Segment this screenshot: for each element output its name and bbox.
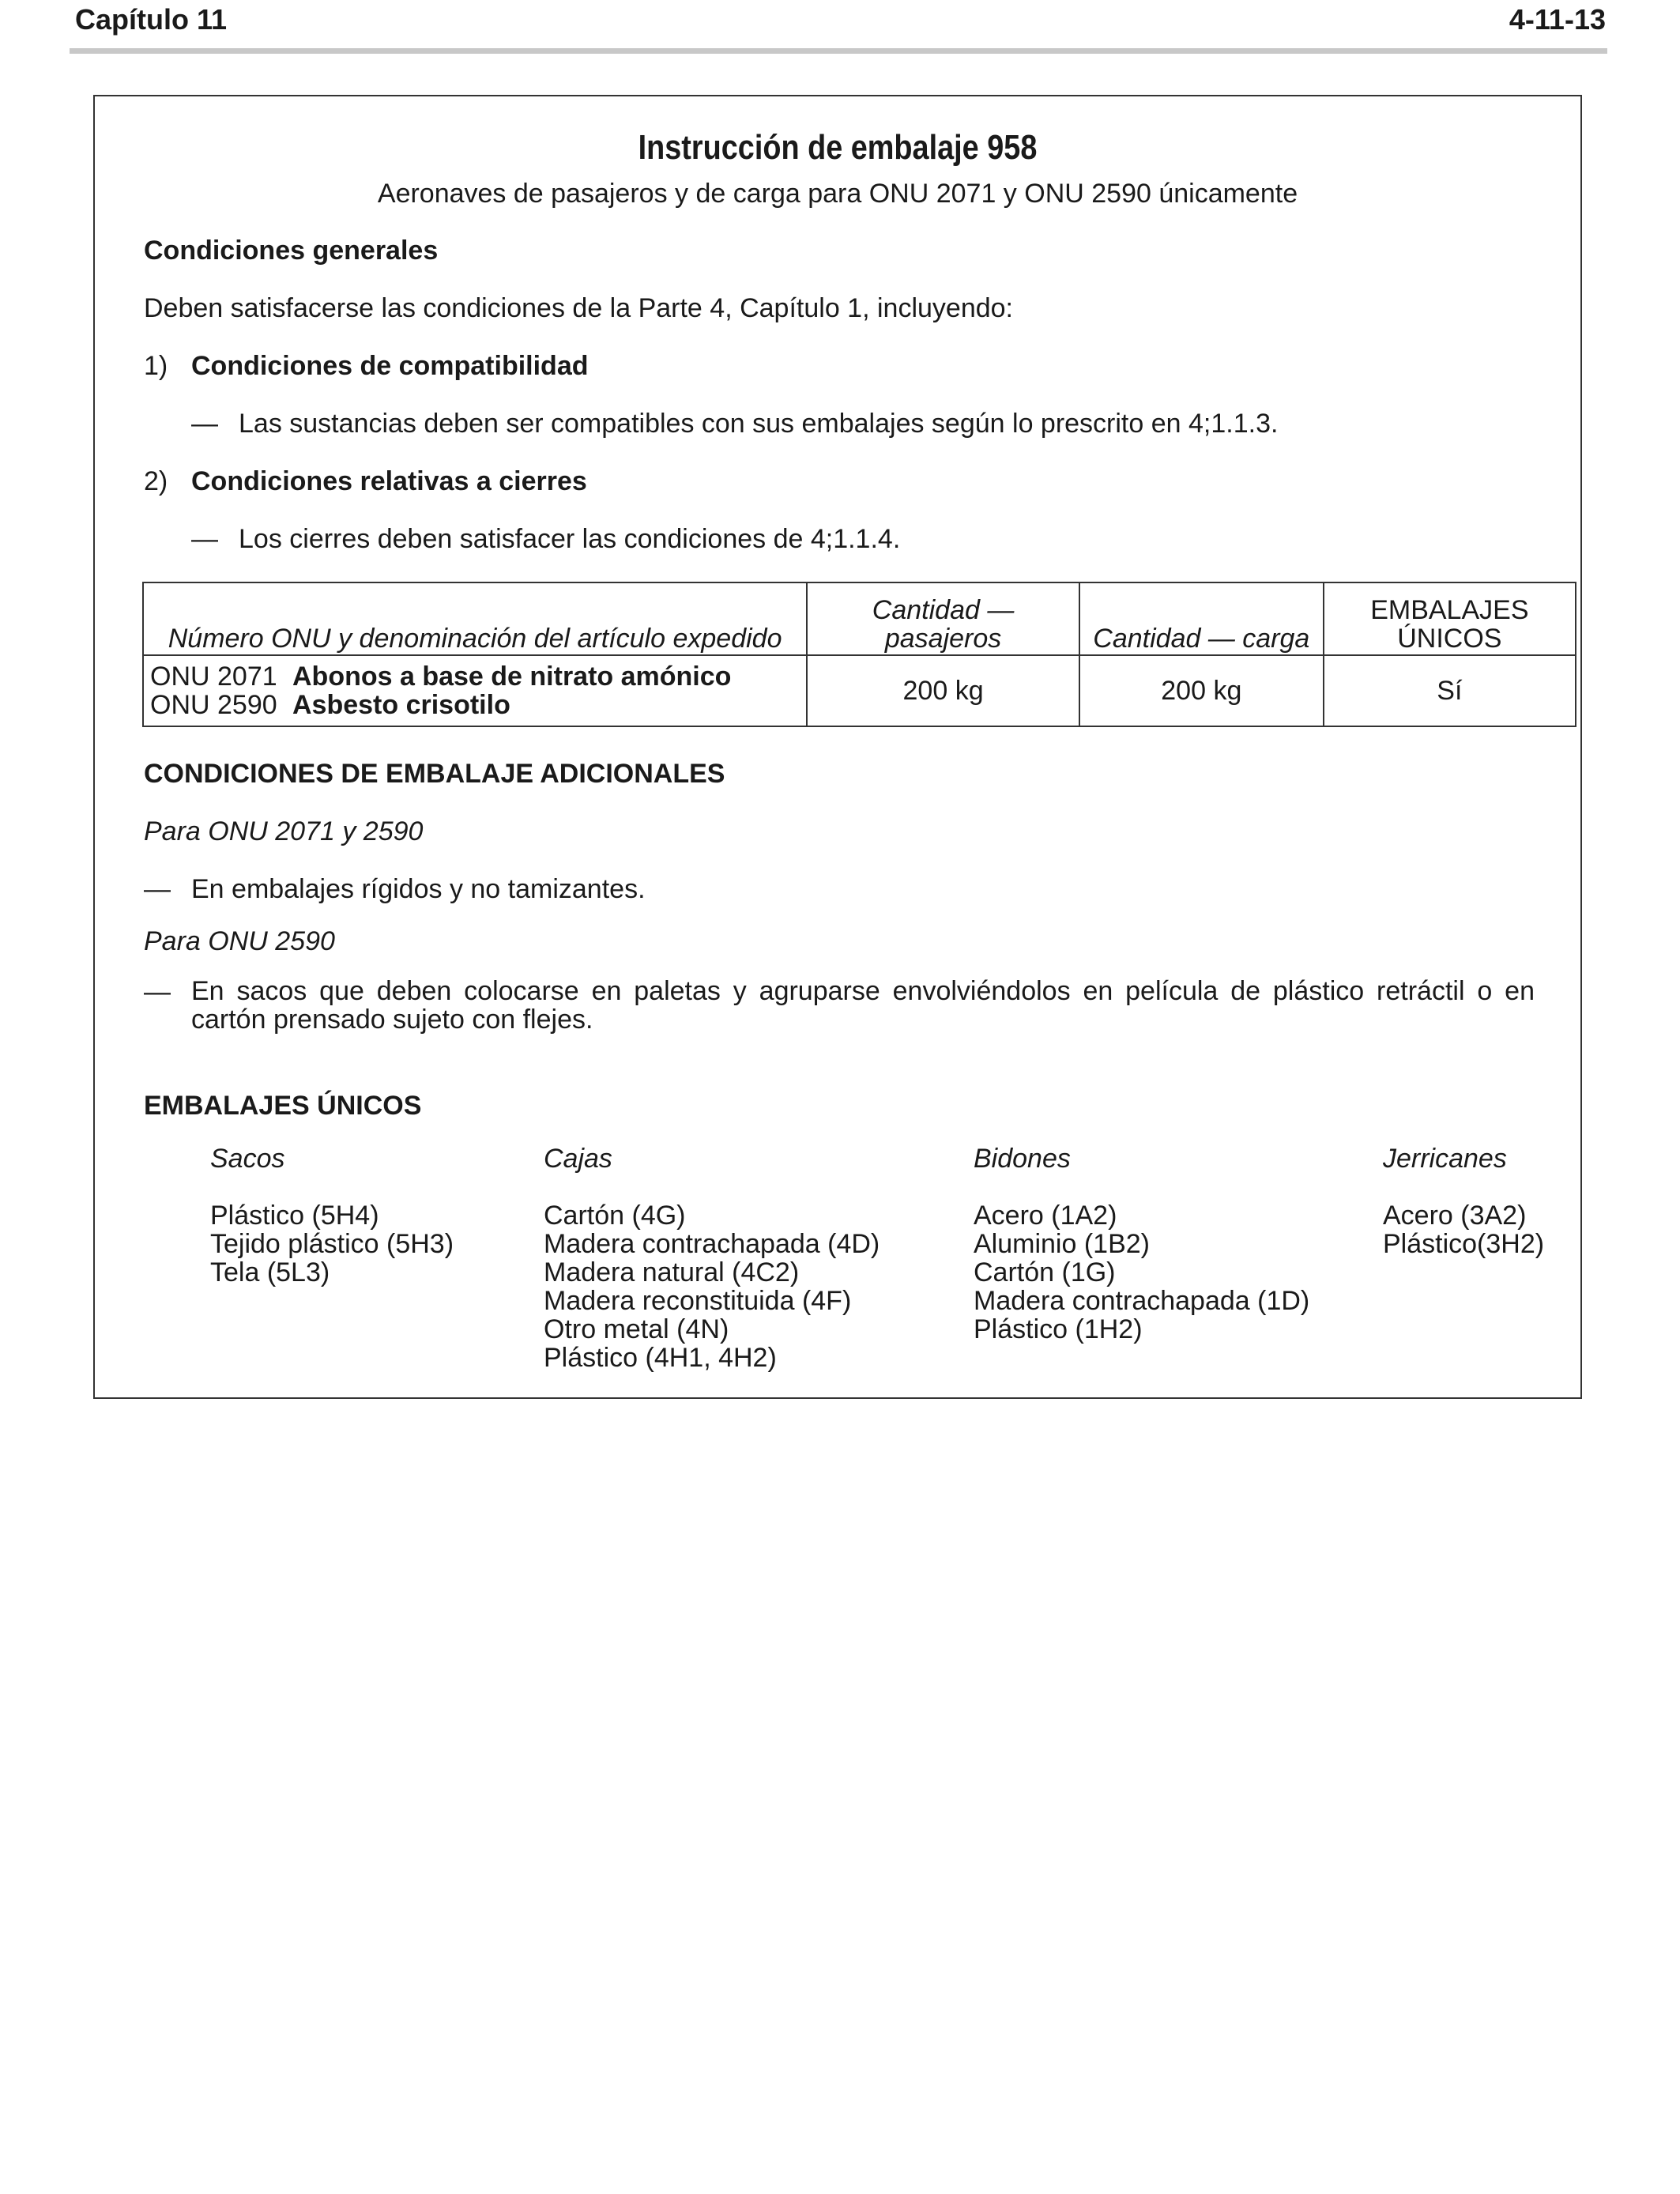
condition-item-1-heading: Condiciones de compatibilidad bbox=[191, 351, 589, 381]
condition-item-2-text: Los cierres deben satisfacer las condiciones de 4;1.1.4. bbox=[239, 524, 901, 554]
header-qty-cargo: Cantidad — carga bbox=[1079, 582, 1324, 655]
list-item: Madera contrachapada (4D) bbox=[544, 1229, 880, 1259]
packaging-column-bidones bbox=[974, 1144, 1309, 1344]
list-item: Plástico (1H2) bbox=[974, 1314, 1143, 1344]
page-subtitle: Aeronaves de pasajeros y de carga para ONU 2071 y ONU 2590 únicamente bbox=[377, 179, 1298, 209]
condition-item-2-heading: Condiciones relativas a cierres bbox=[191, 466, 587, 496]
additional-group-1-text: En embalajes rígidos y no tamizantes. bbox=[191, 874, 646, 904]
un-number: ONU 2071 bbox=[150, 662, 277, 692]
condition-item-2-dash: — bbox=[191, 524, 218, 554]
page-number: 4-11-13 bbox=[1509, 3, 1606, 36]
list-item: Aluminio (1B2) bbox=[974, 1229, 1150, 1259]
condition-item-2-number: 2) bbox=[144, 466, 168, 496]
table-row bbox=[143, 655, 1576, 726]
table-header-row bbox=[143, 582, 1576, 655]
un-number: ONU 2590 bbox=[150, 690, 277, 720]
condition-item-1-number: 1) bbox=[144, 351, 168, 381]
packing-instruction-box bbox=[93, 95, 1582, 1399]
list-item: Cartón (1G) bbox=[974, 1257, 1116, 1287]
additional-group-2-dash: — bbox=[144, 977, 171, 1007]
list-item: Acero (3A2) bbox=[1383, 1201, 1527, 1231]
article-name: Asbesto crisotilo bbox=[292, 690, 510, 720]
packaging-column-label: Jerricanes bbox=[1383, 1144, 1507, 1174]
list-item: Plástico (4H1, 4H2) bbox=[544, 1343, 777, 1373]
additional-group-1-dash: — bbox=[144, 874, 171, 904]
header-single-packagings: EMBALAJES ÚNICOS bbox=[1324, 582, 1576, 655]
items-table bbox=[142, 582, 1576, 727]
list-item: Madera contrachapada (1D) bbox=[974, 1286, 1310, 1316]
additional-conditions-heading: CONDICIONES DE EMBALAJE ADICIONALES bbox=[144, 759, 725, 789]
list-item: Cartón (4G) bbox=[544, 1201, 686, 1231]
single-packagings-heading: EMBALAJES ÚNICOS bbox=[144, 1091, 422, 1121]
packaging-column-label: Sacos bbox=[210, 1144, 285, 1174]
list-item: Acero (1A2) bbox=[974, 1201, 1117, 1231]
additional-group-2-text: En sacos que deben colocarse en paletas y agruparse envolviéndolos en película de plástico retráctil o en cartón prensado sujeto con flejes. bbox=[191, 976, 1535, 1035]
header-qty-passenger: Cantidad — pasajeros bbox=[807, 582, 1079, 655]
packaging-column-label: Cajas bbox=[544, 1144, 612, 1174]
qty-cargo-cell: 200 kg bbox=[1079, 655, 1324, 726]
header-divider bbox=[70, 48, 1607, 54]
list-item: Madera reconstituida (4F) bbox=[544, 1286, 852, 1316]
qty-passenger-cell: 200 kg bbox=[807, 655, 1079, 726]
header-un-number: Número ONU y denominación del artículo expedido bbox=[143, 582, 807, 655]
packaging-column-jerricanes bbox=[1383, 1144, 1544, 1258]
packaging-column-sacos bbox=[210, 1144, 454, 1287]
page-title: Instrucción de embalaje 958 bbox=[638, 128, 1038, 167]
list-item: Tela (5L3) bbox=[210, 1257, 330, 1287]
condition-item-1-text: Las sustancias deben ser compatibles con sus embalajes según lo prescrito en 4;1.1.3. bbox=[239, 409, 1279, 439]
chapter-label: Capítulo 11 bbox=[75, 3, 228, 36]
un-id-cell bbox=[143, 655, 807, 726]
single-packaging-cell: Sí bbox=[1324, 655, 1576, 726]
packaging-column-label: Bidones bbox=[974, 1144, 1071, 1174]
general-conditions-intro: Deben satisfacerse las condiciones de la Parte 4, Capítulo 1, incluyendo: bbox=[144, 293, 1013, 323]
article-name: Abonos a base de nitrato amónico bbox=[292, 662, 732, 692]
packaging-column-cajas bbox=[544, 1144, 880, 1372]
condition-item-1-dash: — bbox=[191, 409, 218, 439]
additional-group-1-label: Para ONU 2071 y 2590 bbox=[144, 816, 424, 846]
list-item: Plástico (5H4) bbox=[210, 1201, 379, 1231]
list-item: Otro metal (4N) bbox=[544, 1314, 729, 1344]
list-item: Plástico(3H2) bbox=[1383, 1229, 1545, 1259]
general-conditions-heading: Condiciones generales bbox=[144, 236, 439, 266]
additional-group-2-label: Para ONU 2590 bbox=[144, 926, 335, 956]
list-item: Tejido plástico (5H3) bbox=[210, 1229, 454, 1259]
list-item: Madera natural (4C2) bbox=[544, 1257, 800, 1287]
